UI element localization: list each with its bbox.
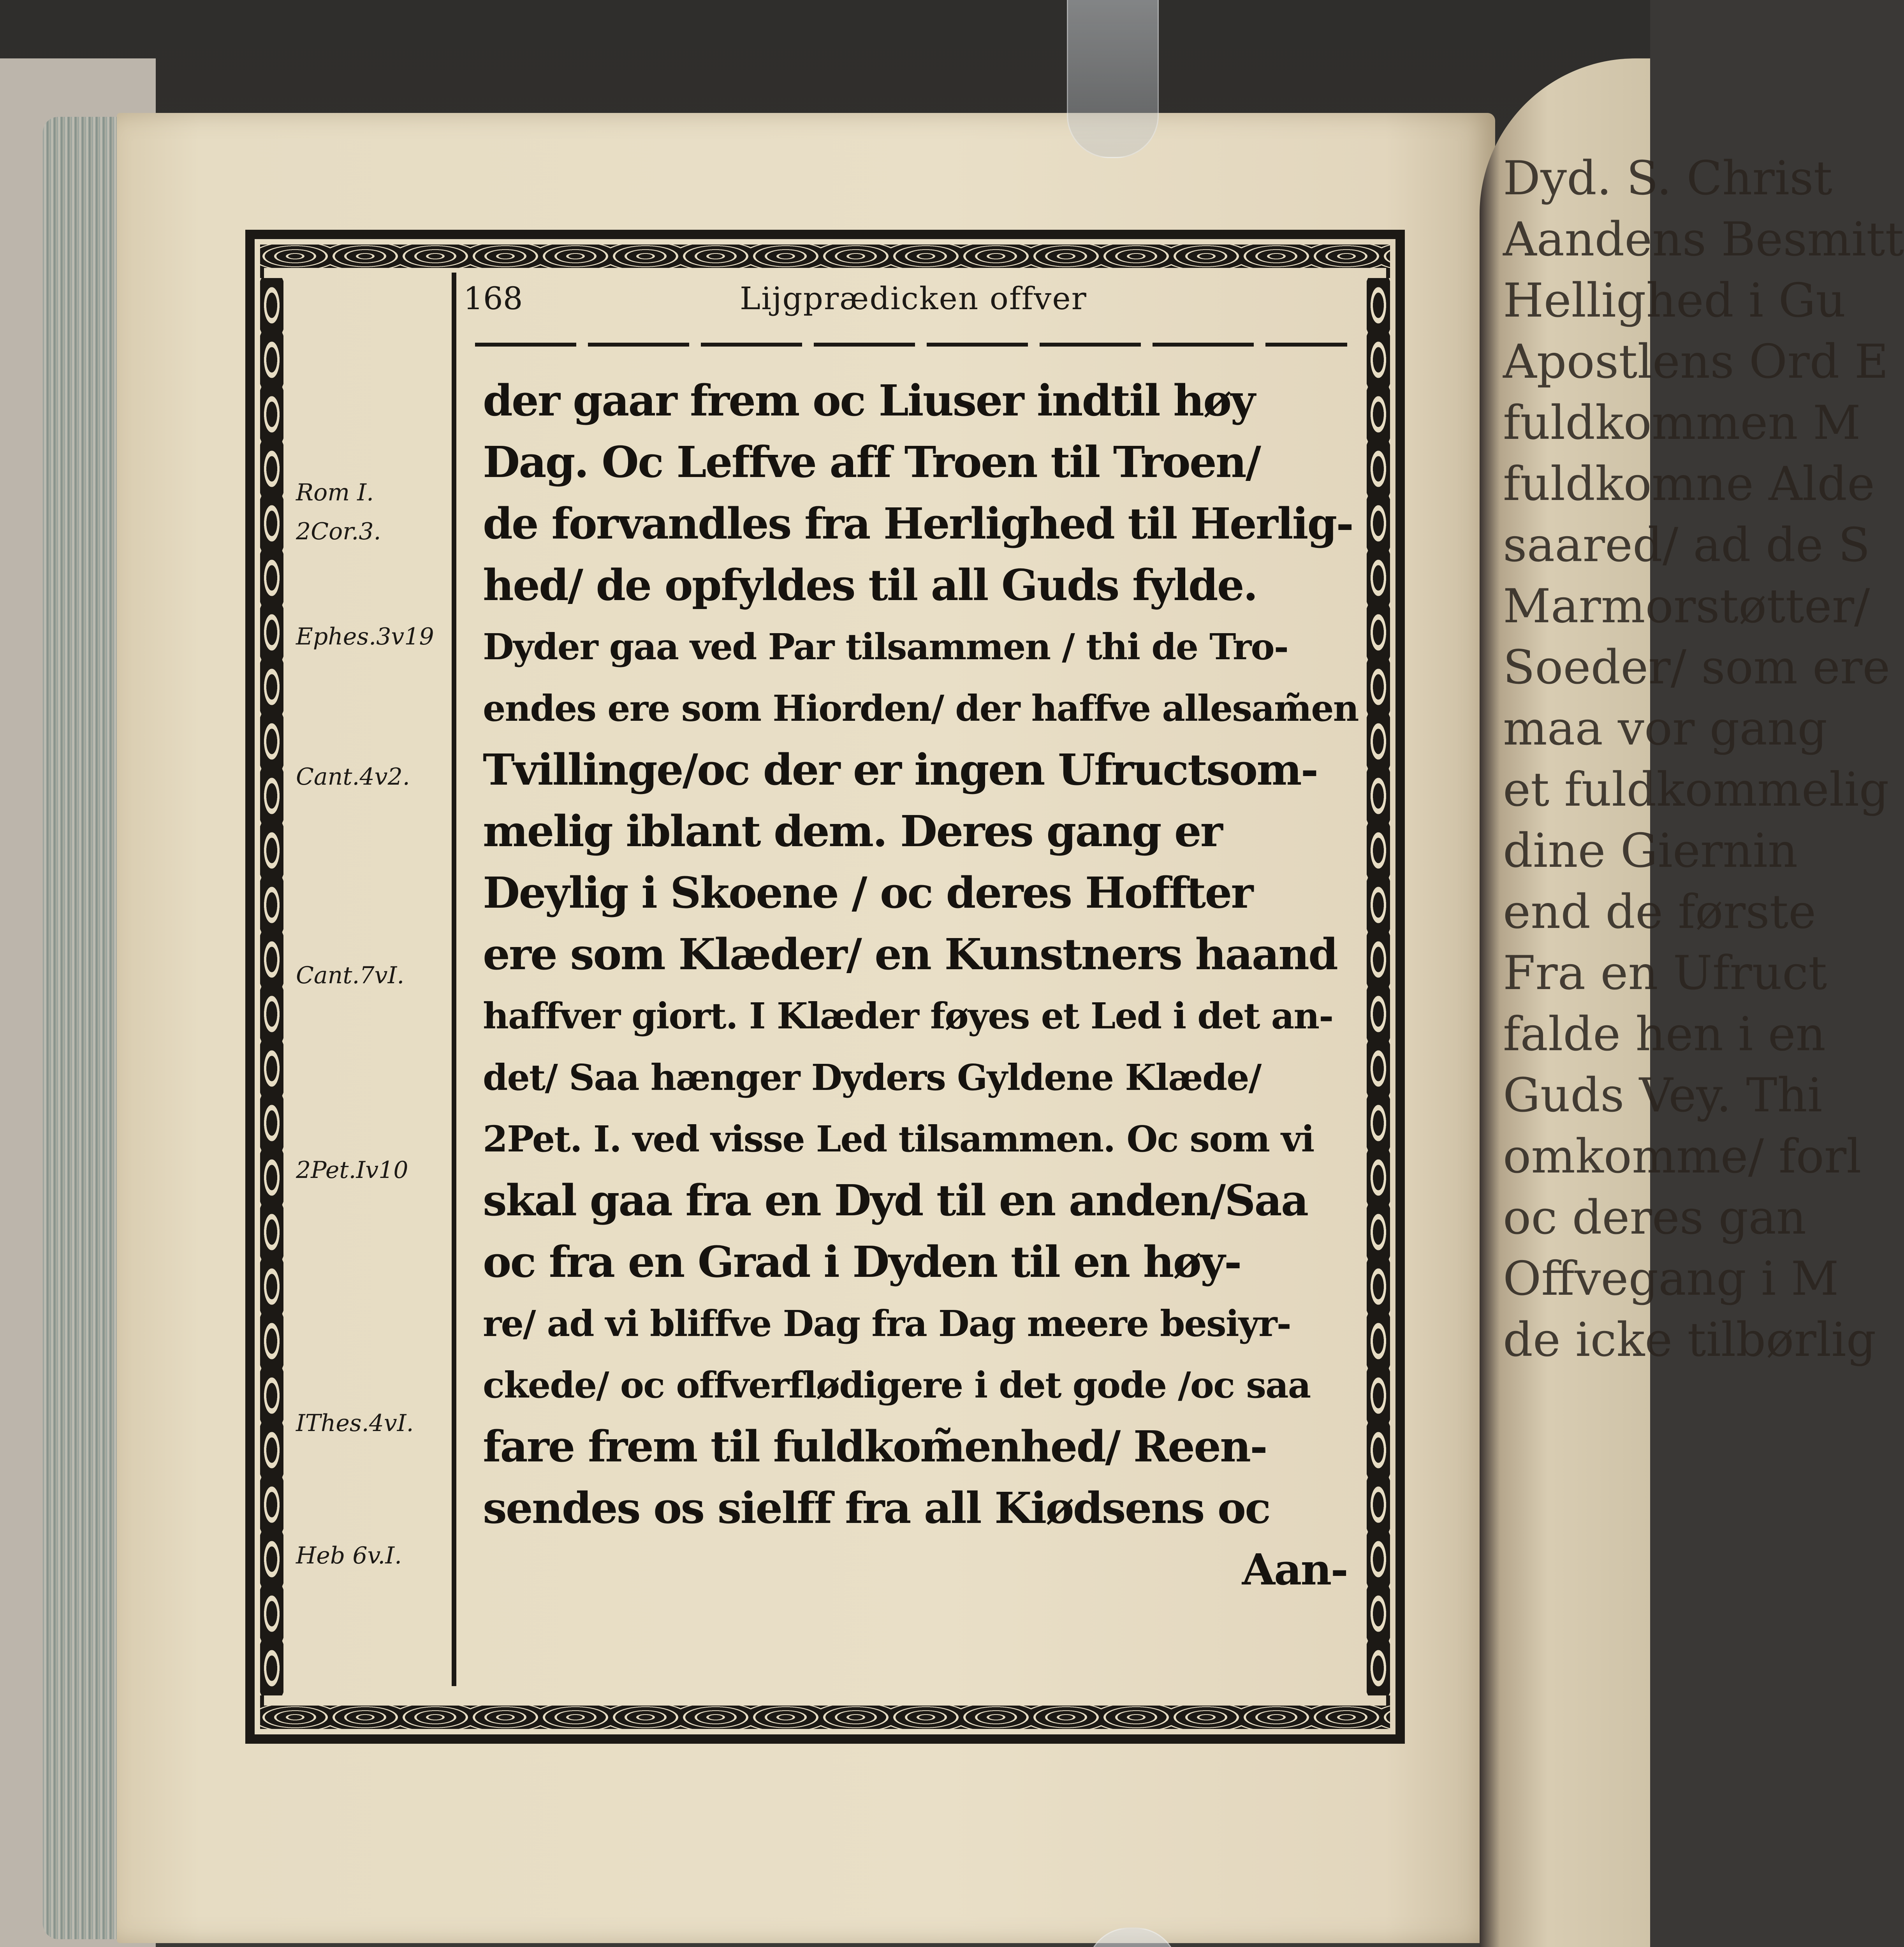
body-line: fare frem til fuldkom̃enhed/ Reen-	[483, 1421, 1267, 1472]
body-line: skal gaa fra en Dyd til en anden/Saa	[483, 1175, 1308, 1225]
catchword: Aan-	[1242, 1544, 1347, 1595]
body-line: Dag. Oc Leffve aff Troen til Troen/	[483, 437, 1260, 487]
facing-line: Fra en Ufruct	[1503, 946, 1827, 1000]
body-line: re/ ad vi bliffve Dag fra Dag meere besiyr-	[483, 1303, 1291, 1345]
body-line: hed/ de opfyldes til all Guds fylde.	[483, 560, 1257, 610]
facing-line: fuldkomne Alde	[1503, 457, 1875, 511]
margin-divider-rule	[452, 273, 456, 1686]
page-number: 168	[463, 280, 523, 317]
facing-line: Dyd. S. Christ	[1503, 151, 1832, 206]
body-line: 2Pet. I. ved visse Led tilsammen. Oc som vi	[483, 1118, 1314, 1160]
margin-note: Ephes.3v19	[296, 623, 434, 650]
facing-line: Hellighed i Gu	[1503, 274, 1846, 328]
facing-line: end de første	[1503, 885, 1816, 939]
facing-line: Guds Vey. Thi	[1503, 1069, 1823, 1123]
body-line: haffver giort. I Klæder føyes et Led i det an-	[483, 995, 1333, 1037]
body-line: sendes os sielff fra all Kiødsens oc	[483, 1483, 1270, 1533]
running-head: Lijgprædicken offver	[740, 280, 1087, 317]
body-line: melig iblant dem. Deres gang er	[483, 806, 1222, 856]
margin-note: Cant.4v2.	[296, 763, 410, 790]
page-clip-top	[1067, 0, 1159, 158]
facing-line: omkomme/ forl	[1503, 1130, 1862, 1184]
margin-note: Heb 6v.I.	[296, 1542, 402, 1569]
facing-line: Soeder/ som ere	[1503, 641, 1890, 695]
body-line: der gaar frem oc Liuser indtil høy	[483, 375, 1255, 426]
body-line: ckede/ oc offverflødigere i det gode /oc saa	[483, 1364, 1311, 1406]
facing-line: dine Giernin	[1503, 824, 1798, 878]
facing-line: Apostlens Ord E	[1503, 335, 1889, 389]
facing-line: falde hen i en	[1503, 1007, 1826, 1062]
body-line: Deylig i Skoene / oc deres Hoffter	[483, 868, 1253, 918]
facing-line: maa vor gang	[1503, 702, 1828, 756]
header-rule	[475, 343, 1347, 347]
facing-page	[1480, 58, 1904, 1947]
body-line: det/ Saa hænger Dyders Gyldene Klæde/	[483, 1056, 1261, 1098]
facing-line: fuldkommen M	[1503, 396, 1861, 450]
body-line: endes ere som Hiorden/ der haffve allesam̃en	[483, 687, 1358, 729]
body-line: ere som Klæder/ en Kunstners haand	[483, 929, 1337, 979]
facing-line: Marmorstøtter/	[1503, 579, 1870, 634]
margin-note: Cant.7vI.	[296, 962, 405, 989]
facing-page-text	[1503, 148, 1904, 1371]
body-line: Tvillinge/oc der er ingen Ufructsom-	[483, 745, 1318, 795]
body-line: de forvandles fra Herlighed til Herlig-	[483, 498, 1353, 549]
body-line: oc fra en Grad i Dyden til en høy-	[483, 1237, 1241, 1287]
body-line: Dyder gaa ved Par tilsammen / thi de Tro-	[483, 626, 1288, 668]
facing-line: oc deres gan	[1503, 1191, 1807, 1245]
body-text	[483, 370, 1358, 1600]
margin-note: Rom I.	[296, 479, 374, 506]
border-right-ornament	[1367, 278, 1390, 1695]
border-left-ornament	[260, 278, 283, 1695]
facing-line: saared/ ad de S	[1503, 518, 1871, 572]
facing-line: Offvegang i M	[1503, 1252, 1839, 1306]
facing-line: de icke tilbørlig	[1503, 1313, 1876, 1367]
margin-note: IThes.4vI.	[296, 1410, 414, 1437]
facing-line: Aandens Besmitt	[1503, 213, 1904, 267]
margin-note: 2Pet.Iv10	[296, 1157, 408, 1184]
facing-line: et fuldkommelig	[1503, 763, 1889, 817]
margin-note: 2Cor.3.	[296, 518, 381, 545]
